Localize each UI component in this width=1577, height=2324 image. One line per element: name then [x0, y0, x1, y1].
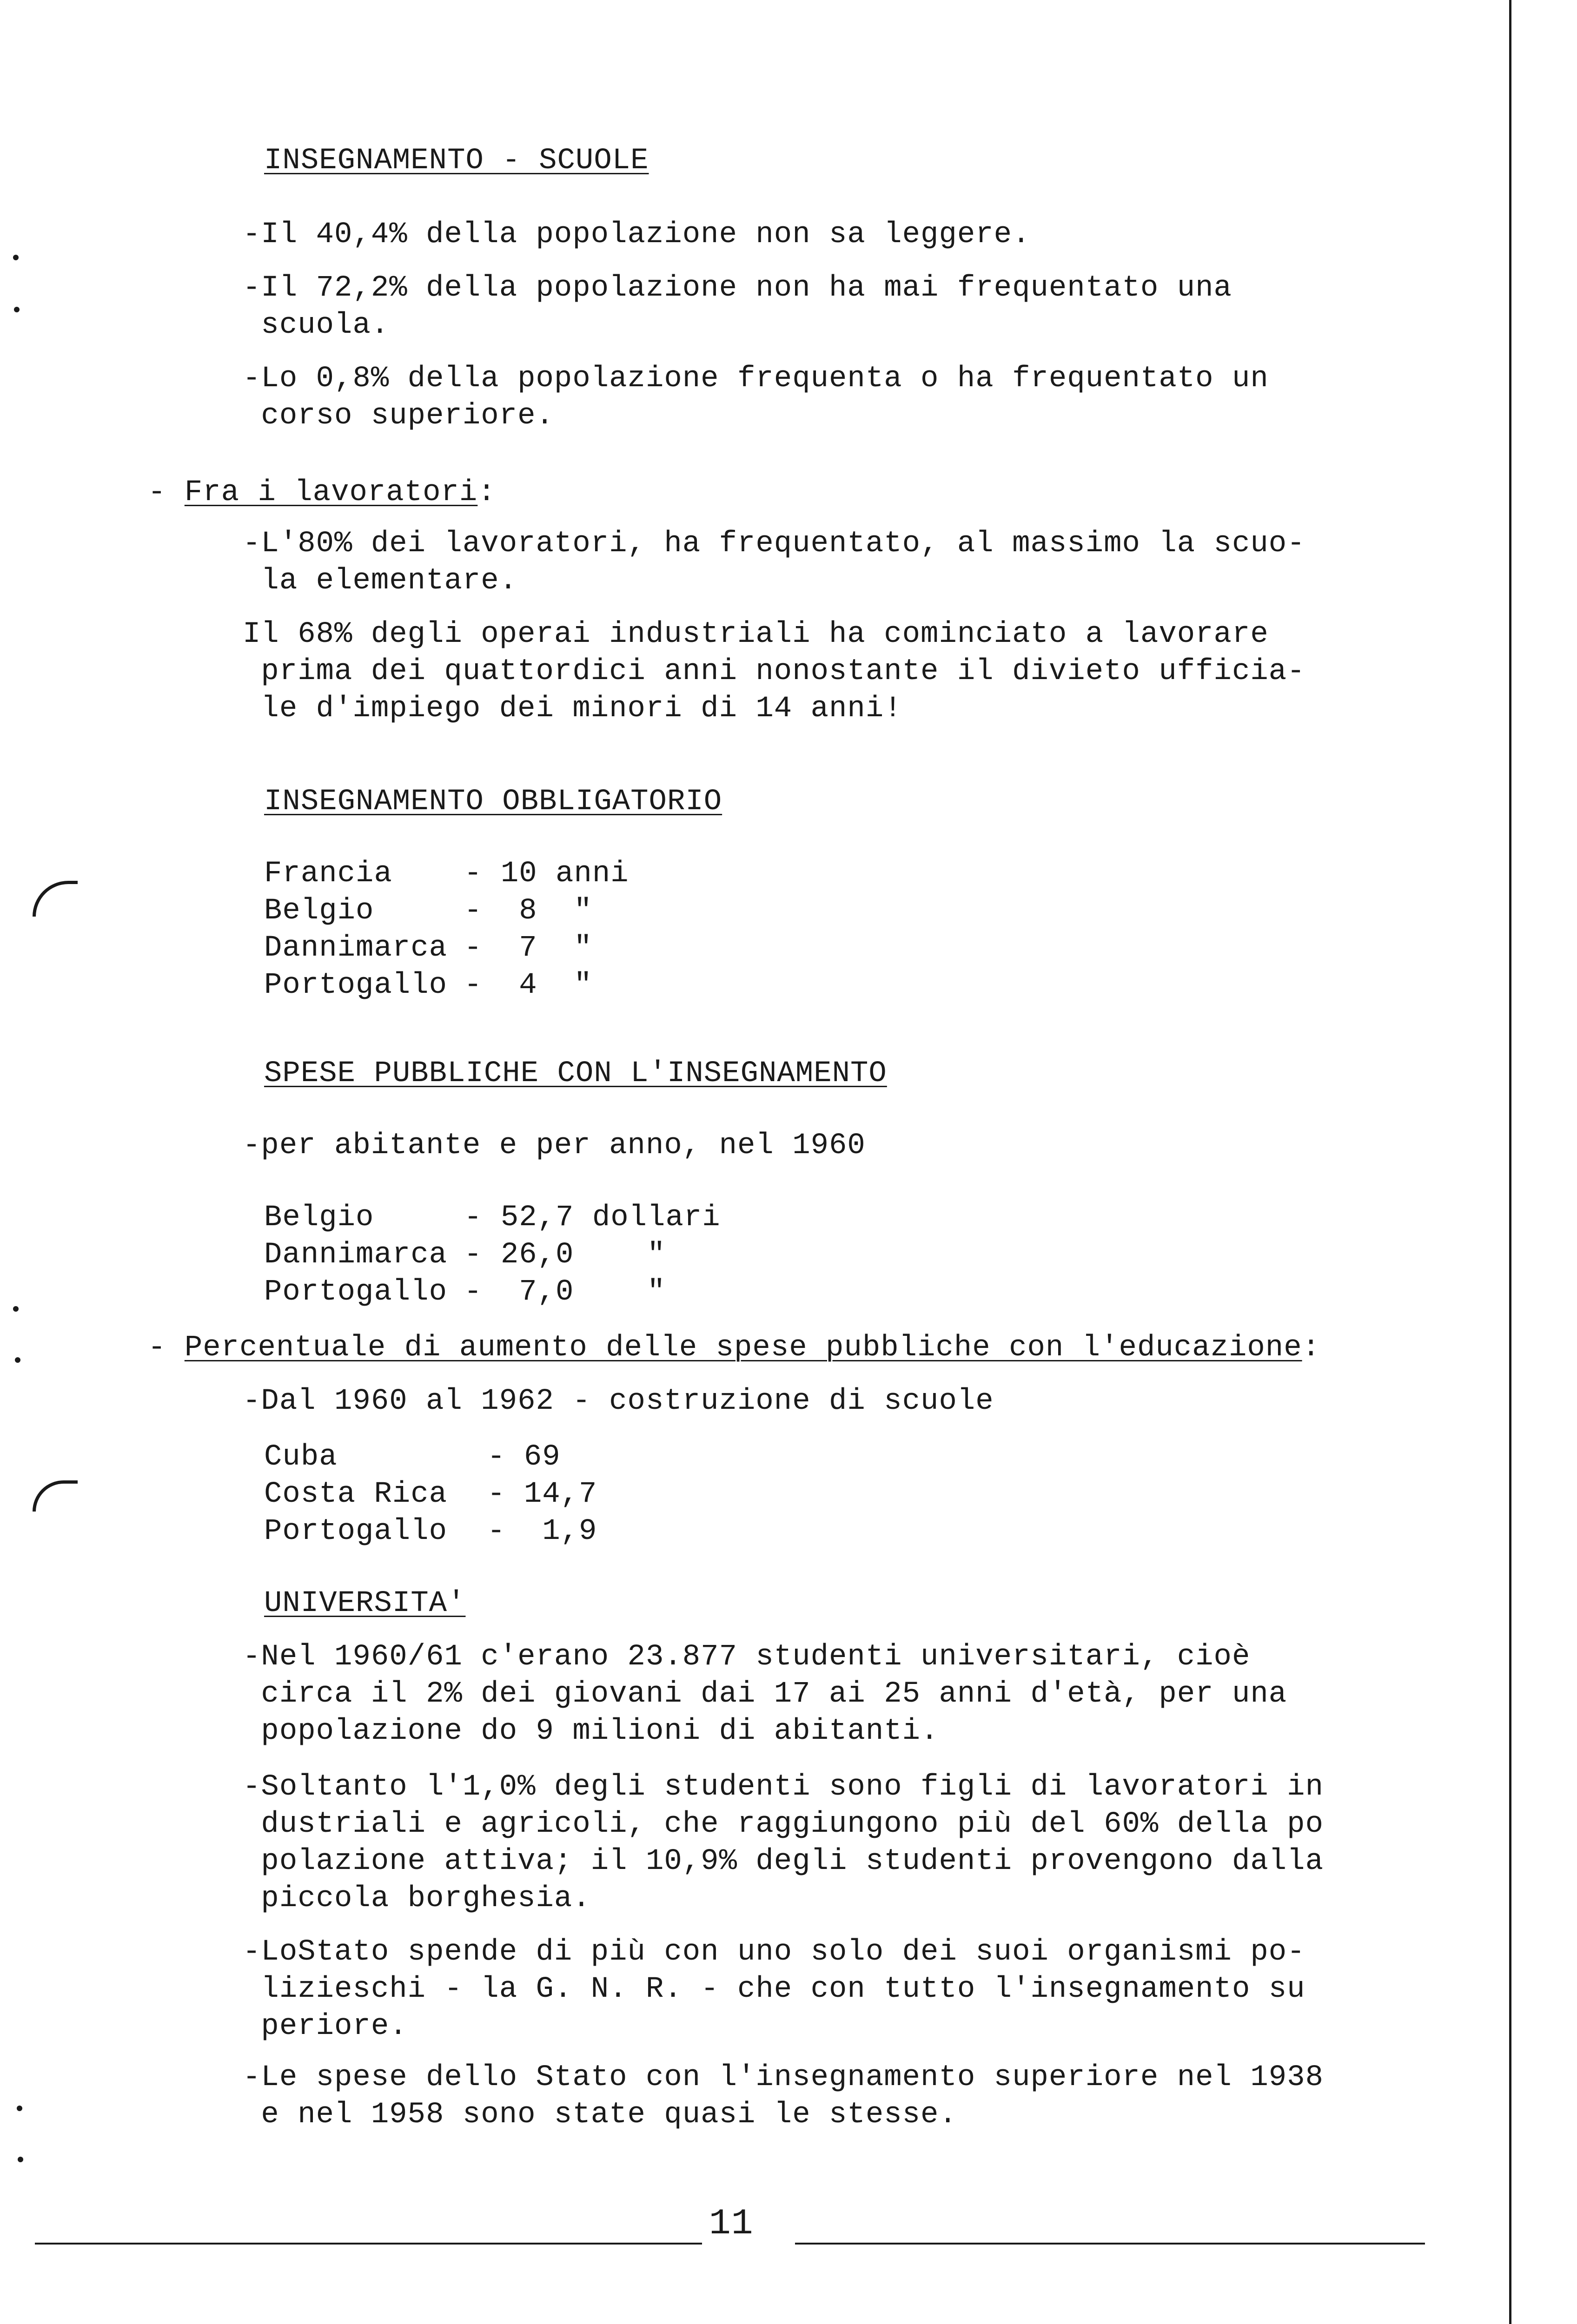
spese-table: [264, 1199, 721, 1311]
page-number: 11: [709, 2204, 754, 2245]
section-heading-percentuale: [148, 1329, 1320, 1367]
country-cell: Costa Rica: [264, 1478, 448, 1511]
list-item: -Le spese dello Stato con l'insegnamento superiore nel 1938 e nel 1958 sono state quasi le stesse.: [243, 2061, 1324, 2132]
heading-colon: :: [1302, 1331, 1320, 1365]
sep-cell: -: [464, 1275, 501, 1309]
country-cell: Francia: [264, 857, 392, 891]
country-cell: Portogallo: [264, 1515, 448, 1548]
section-title-universita: UNIVERSITA': [264, 1587, 466, 1620]
sep-cell: -: [487, 1515, 524, 1548]
value-cell: 69: [523, 1440, 561, 1474]
heading-dash: -: [148, 1331, 185, 1365]
country-cell: Belgio: [264, 894, 374, 928]
country-cell: Dannimarca: [264, 931, 448, 965]
heading-dash: -: [148, 476, 185, 509]
country-cell: Cuba: [264, 1440, 338, 1474]
heading-text: Fra i lavoratori: [184, 476, 478, 509]
obbligatorio-table: [264, 855, 629, 1004]
table-row: [264, 1513, 597, 1550]
list-item: -Il 72,2% della popolazione non ha mai frequentato una scuola.: [243, 271, 1232, 342]
spese-intro: -per abitante e per anno, nel 1960: [243, 1129, 866, 1162]
list-item: -Nel 1960/61 c'erano 23.877 studenti universitari, cioè circa il 2% dei giovani dai 17 ai 25 anni d'età, per una popolazione do 9 milioni di abitanti.: [243, 1640, 1287, 1748]
table-row: [264, 855, 629, 892]
margin-mark-top: [33, 881, 78, 917]
value-cell: 52,7 dollari: [500, 1201, 721, 1235]
section-title-spese: SPESE PUBBLICHE CON L'INSEGNAMENTO: [264, 1057, 887, 1090]
sep-cell: -: [464, 857, 501, 891]
country-cell: Portogallo: [264, 1275, 448, 1309]
value-cell: 8 ": [500, 894, 592, 928]
table-row: [264, 1199, 721, 1236]
table-row: [264, 930, 629, 967]
sep-cell: -: [464, 1238, 501, 1272]
margin-dot: [13, 1306, 19, 1312]
sep-cell: -: [464, 969, 501, 1002]
margin-dot: [18, 2157, 23, 2162]
value-cell: 14,7: [523, 1478, 597, 1511]
margin-mark-bottom: [33, 1480, 78, 1512]
percentuale-table: [264, 1439, 597, 1550]
country-cell: Belgio: [264, 1201, 374, 1235]
margin-dot: [14, 307, 20, 312]
value-cell: 7,0 ": [500, 1275, 666, 1309]
margin-dot: [17, 2106, 22, 2111]
list-item: -L'80% dei lavoratori, ha frequentato, al massimo la scuo- la elementare.: [243, 527, 1305, 598]
table-row: [264, 1476, 597, 1513]
value-cell: 4 ": [500, 969, 592, 1002]
list-item: -Soltanto l'1,0% degli studenti sono figli di lavoratori in dustriali e agricoli, che raggiungono più del 60% della po polazione attiva; il 10,9% degli studenti provengono dalla piccola borghesia.: [243, 1770, 1324, 1915]
table-row: [264, 967, 629, 1004]
value-cell: 26,0 ": [500, 1238, 666, 1272]
table-row: [264, 892, 629, 930]
table-row: [264, 1274, 721, 1311]
margin-dot: [15, 1357, 20, 1363]
heading-text: Percentuale di aumento delle spese pubbliche con l'educazione: [184, 1331, 1302, 1365]
section-title-scuole: INSEGNAMENTO - SCUOLE: [264, 144, 649, 178]
country-cell: Dannimarca: [264, 1238, 448, 1272]
table-row: [264, 1439, 597, 1476]
list-item: -LoStato spende di più con uno solo dei suoi organismi po- lizieschi - la G. N. R. - che con tutto l'insegnamento su periore.: [243, 1935, 1305, 2043]
sep-cell: -: [464, 894, 501, 928]
footer-rule-right: [795, 2243, 1425, 2245]
country-cell: Portogallo: [264, 969, 448, 1002]
footer-rule-left: [35, 2243, 702, 2245]
section-title-obbligatorio: INSEGNAMENTO OBBLIGATORIO: [264, 785, 722, 819]
sep-cell: -: [487, 1478, 524, 1511]
table-row: [264, 1236, 721, 1274]
value-cell: 7 ": [500, 931, 592, 965]
sep-cell: -: [464, 1201, 501, 1235]
heading-colon: :: [477, 476, 496, 509]
value-cell: 1,9: [523, 1515, 597, 1548]
sep-cell: -: [464, 931, 501, 965]
list-item: -Lo 0,8% della popolazione frequenta o ha frequentato un corso superiore.: [243, 362, 1269, 433]
right-margin-line: [1509, 0, 1511, 2324]
list-item: Il 68% degli operai industriali ha cominciato a lavorare prima dei quattordici anni nonostante il divieto ufficia- le d'impiego dei minori di 14 anni!: [243, 618, 1305, 726]
margin-dot: [13, 255, 19, 260]
value-cell: 10 anni: [500, 857, 629, 891]
section-heading-lavoratori: [148, 474, 496, 511]
list-item: -Il 40,4% della popolazione non sa leggere.: [243, 218, 1031, 251]
percentuale-intro: -Dal 1960 al 1962 - costruzione di scuole: [243, 1385, 994, 1418]
sep-cell: -: [487, 1440, 524, 1474]
